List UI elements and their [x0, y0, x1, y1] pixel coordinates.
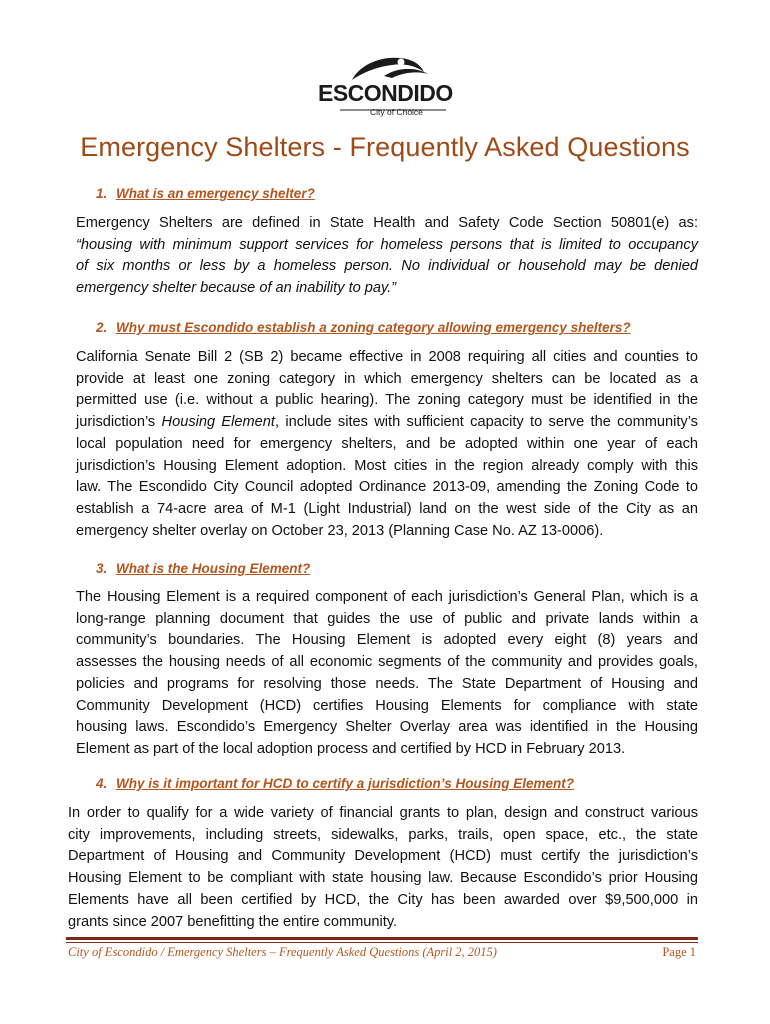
answer-line: emergency shelter because of an inability to pay.”	[76, 280, 397, 297]
page-title: Emergency Shelters - Frequently Asked Questions	[80, 132, 690, 162]
answer-3	[76, 587, 698, 761]
answer-line: permitted use (i.e. without a public hearing). The zoning category must be identified in the	[76, 392, 698, 409]
answer-line: Community Development (HCD) certifies Housing Elements for compliance with state	[76, 697, 698, 714]
answer-line: In order to qualify for a wide variety of financial grants to plan, design and construct various	[68, 805, 698, 821]
footer-citation: City of Escondido / Emergency Shelters – Frequently Asked Questions (April 2, 2015)	[68, 945, 497, 959]
footer-rule	[66, 937, 698, 940]
answer-line: assesses the housing needs of all economic segments of the community and provides goals,	[76, 654, 698, 671]
answer-2	[76, 347, 698, 542]
answer-line: Emergency Shelters are defined in State Health and Safety Code Section 50801(e) as:	[76, 215, 698, 231]
question-4	[96, 776, 574, 791]
answer-line: Housing Element to be compliant with state housing law. Because Escondido’s prior Housing	[68, 870, 698, 887]
escondido-logo	[300, 52, 470, 124]
answer-1	[76, 213, 698, 300]
footer-rule-thin	[66, 942, 698, 943]
answer-line: of six months or less by a homeless person. No individual or household may be denied	[76, 258, 698, 275]
answer-4	[68, 803, 698, 933]
question-number: 2.	[96, 320, 108, 335]
answer-line: emergency shelter overlay on October 23, 2013 (Planning Case No. AZ 13-0006).	[76, 522, 604, 539]
question-number: 4.	[96, 776, 108, 791]
logo-wordmark: ESCONDIDO	[318, 80, 453, 106]
question-number: 3.	[96, 561, 108, 576]
question-text: Why is it important for HCD to certify a jurisdiction’s Housing Element?	[116, 776, 575, 791]
answer-line: policies and programs for resolving those needs. The State Department of Housing and	[76, 675, 698, 692]
answer-line: establish a 74-acre area of M-1 (Light Industrial) land on the west side of the City as an	[76, 500, 698, 517]
answer-line	[76, 412, 698, 434]
logo-tagline: City of Choice	[370, 107, 423, 117]
answer-text: jurisdiction’s	[76, 414, 162, 431]
answer-line: provide at least one zoning category in which emergency shelters can be located as a	[76, 370, 698, 387]
answer-line: long-range planning document that guides the use of public and private lands within a	[76, 610, 698, 627]
answer-line: California Senate Bill 2 (SB 2) became effective in 2008 requiring all cities and counties to	[76, 349, 698, 365]
answer-line: community’s boundaries. The Housing Element is adopted every eight (8) years and	[76, 632, 698, 649]
question-3	[96, 561, 310, 576]
question-2	[96, 320, 631, 335]
question-text: What is the Housing Element?	[116, 561, 311, 576]
question-number: 1.	[96, 186, 108, 201]
question-1	[96, 186, 315, 201]
answer-line: city improvements, including streets, sidewalks, parks, trails, open space, etc., the state	[68, 826, 698, 843]
answer-line: Department of Housing and Community Development (HCD) must certify the jurisdiction’s	[68, 848, 698, 865]
question-text: Why must Escondido establish a zoning category allowing emergency shelters?	[116, 320, 631, 335]
answer-line: local population need for emergency shelters, and be adopted within one year of each	[76, 435, 698, 452]
answer-line: Element as part of the local adoption process and certified by HCD in February 2013.	[76, 740, 626, 757]
answer-line: housing laws. Escondido’s Emergency Shelter Overlay area was identified in the Housing	[76, 719, 698, 736]
answer-line: The Housing Element is a required component of each jurisdiction’s General Plan, which is a	[76, 589, 698, 605]
answer-text: , include sites with sufficient capacity to serve the community’s	[274, 414, 698, 431]
answer-line: grants since 2007 benefitting the entire community.	[68, 913, 398, 930]
answer-line: “housing with minimum support services for homeless persons that is limited to occupancy	[76, 236, 698, 253]
question-text: What is an emergency shelter?	[116, 186, 315, 201]
answer-line: law. The Escondido City Council adopted Ordinance 2013-09, amending the Zoning Code to	[76, 479, 698, 496]
answer-line: Elements have all been certified by HCD, the City has been awarded over $9,500,000 in	[68, 891, 698, 908]
page-number: Page 1	[662, 945, 696, 959]
housing-element-term: Housing Element	[161, 414, 275, 431]
answer-line: jurisdiction’s Housing Element adoption. Most cities in the region already comply with this	[76, 457, 698, 474]
